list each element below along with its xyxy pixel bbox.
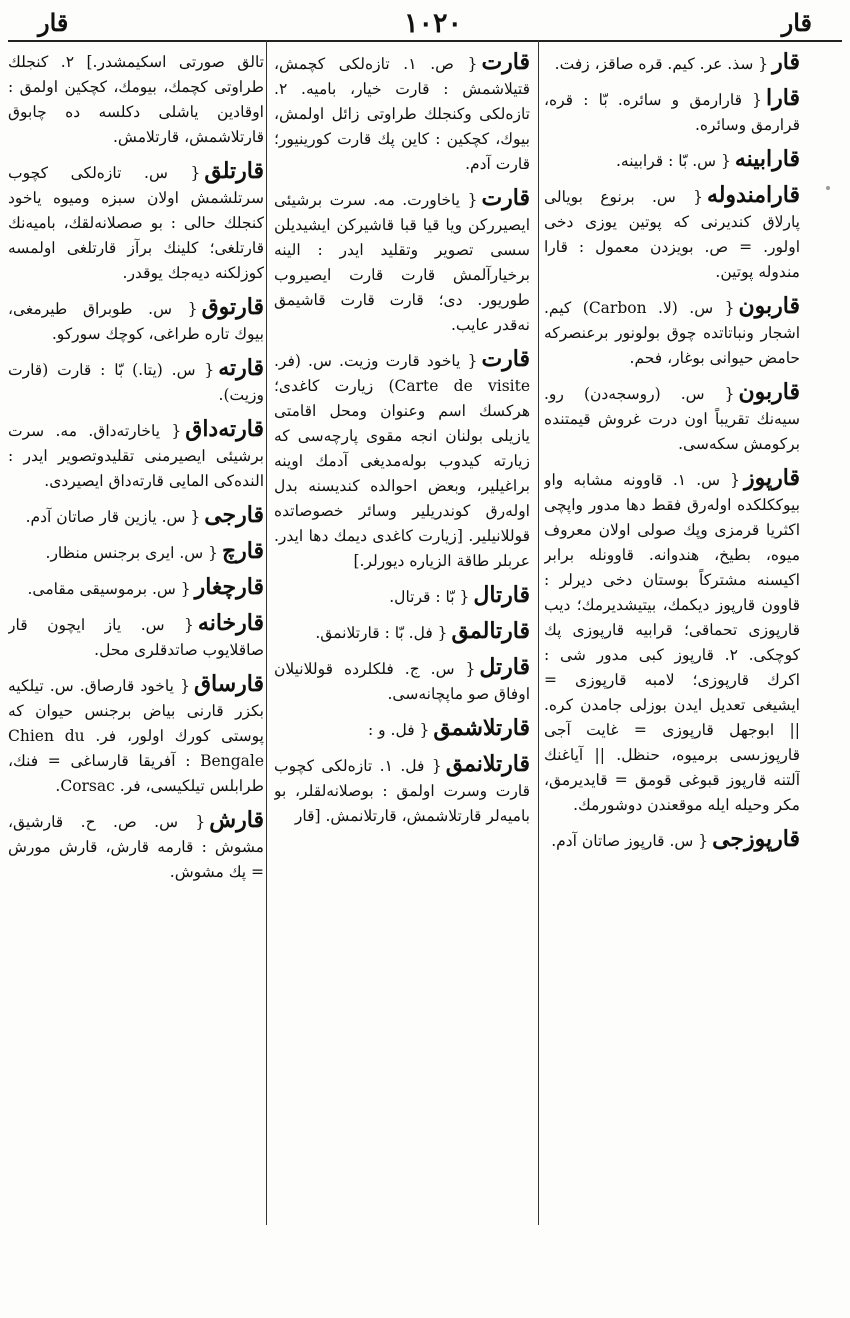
entry-headword: قارتلانمق [445,751,530,777]
entry-definition: { س. (يتا.) بّا : قارت (قارت وزيت). [8,361,264,404]
dictionary-entry [8,417,264,494]
entry-headword: قارتلق [204,158,264,184]
entry-headword: قارت [481,185,530,211]
entry-definition: { ياخارته‌داق. مه. سرت برشيئى ايصيرمنى تقليدوتصوير ايدر : الندەكى المايى قارته‌داق ايصيردى. [8,422,264,490]
header-right-guide: قار [781,8,812,37]
dictionary-entry [274,716,530,743]
entry-headword: قارساق [193,671,264,697]
entry-definition: { ص. ١. تازه‌لكى كچمش، قتيلاشمش : قارت خيار، باميه. ٢. تازه‌لكى وكنجلك طراوتى زائل اولمش، بيوك، كچكين : كاين پك قارت كورينيور؛ قارت آدم. [274,55,530,173]
entry-definition: { س. بّا : قرابينه. [615,152,731,170]
page-header [8,6,842,42]
dictionary-entry [8,50,264,150]
entry-definition: { س. (روسجه‌دن) رو. سيه‌نك تقريباً اون درت غروش قيمتنده بركومش سكه‌سى. [544,385,800,453]
dictionary-entry [8,503,264,530]
header-left-guide: قار [38,8,69,37]
page-number: ١٠٢٠ [403,8,462,39]
entry-headword: قارچغار [194,574,264,600]
dictionary-entry [544,50,800,77]
entry-definition: { س. طوبراق طيرمغى، بيوك تاره طراغى، كوچك سوركو. [8,300,264,343]
entry-definition: { س. (لا. Carbon) كيم. اشجار ونباتاتده چوق بولونور برعنصركه حامض حيوانى بوغار، فحم. [544,299,800,367]
dictionary-entry [274,186,530,338]
dictionary-entry [8,295,264,347]
dictionary-entry [544,86,800,138]
entry-definition: { ياخود قارصاق. س. تيلكيه بكزر قارنى بياض برجنس حيوان كه پوستى كورك اولور، فر. Chien du Bengale : آفريقا قارساغى = فنك، طرابلس تيلكيسى، فر. Corsac. [8,677,264,795]
column-divider-left [266,40,267,1225]
entry-definition: تالق صورتى اسكيمشدر.] ٢. كنجلك طراوتى كچمك، بيومك، كچكين اولمق : اوقادين ياشلى دكلسه ده چابوق قارتلاشمش، قارتلامش. [8,53,264,146]
entry-headword: قارته‌داق [185,416,264,442]
dictionary-entry [544,147,800,174]
entry-definition: { س. قارپوز صاتان آدم. [551,832,709,850]
entry-definition: { س. ١. قاوونه مشابه واو بيوككلكده اوله‌رق فقط دها مدور واپچى اكثريا قرمزى وپك صولى اولان معروف ميوه، بطيخ، هندوانه. قاوونله برابر اكيسنه مشتركاً بوستان دخى ديرلر : قاوون قارپوز ديكمك، بيتيشديرمك؛ ديب قارپوزى تحماقى؛ قرابيه قارپوزى پك كوچكى. ٢. قارپوز كبى مدور شى : اكرك قارپوزى؛ لامبه قارپوزى = ايشيغى تعديل ايدن بوزلى جامدن كره. || ابوجهل قارپوزى = غايت آجى قارپوزىسى برميوه، حنظل. || آياغنك آلتنه قارپوز قبوغى قومق = قايديرمق، مكر وحيله ايله موقعندن دوشورمك. [544,471,800,814]
column-middle [274,50,530,1230]
dictionary-entry [8,808,264,885]
entry-definition: { ياخاورت. مه. سرت برشيئى ايصيرركن ويا قيا قبا قاشيركن ايشيديلن سسى تصوير وتقليد ايدر : الينه برخيارآلمش قارت قارت ايصيروب طوريور. دى؛ قارت قارت قاشيمق نه‌قدر عايب. [274,191,530,334]
entry-headword: قارچ [221,538,264,564]
dictionary-entry [274,50,530,177]
entry-headword: قارتلاشمق [433,715,530,741]
entry-definition: { فل. بّا : قارتلانمق. [315,624,448,642]
entry-definition: { س. ياز ايچون قار صاقلايوب صاتدقلرى محل. [8,616,264,659]
entry-definition: { س. ص. ح. قارشيق، مشوش : قارمه قارش، قارش مورش = پك مشوش. [8,813,264,881]
dictionary-entry [8,356,264,408]
entry-headword: قارت [481,346,530,372]
entry-definition: { س. ايرى برجنس منظار. [45,544,218,562]
entry-definition: { س. برنوع بويالى پارلاق كنديرنى كه پوتين يوزى دخى اولور. = ص. بويزدن معمول : قارا مندوله پوتين. [544,188,800,281]
entry-headword: قارا [766,85,800,111]
entry-headword: قارخانه [197,610,264,636]
entry-headword: قارش [209,807,264,833]
entry-definition: { س. يازين قار صاتان آدم. [25,508,201,526]
dictionary-entry [274,752,530,829]
entry-definition: { فل. و : [367,721,430,739]
entry-definition: { ياخود قارت وزيت. س. (فر. Carte de visite) زيارت كاغدى؛ هركسك اسم وعنوان ومحل اقامتى يازيلى بولنان انجه مقوى پارچه‌سى كه زيارته كيدوب بوله‌مديغى آدمك اوينه براغيلير، وبعض احوالده كنديسنه بدل اوله‌رق كوندريلير وسائر خصوصاتده قوللانيلير. [زيارت كاغدى ديمك دها ايدر. عربلر طاقة الزياره ديورلر.] [274,352,530,570]
entry-headword: قارته [218,355,264,381]
column-right [544,50,800,1230]
dictionary-entry [544,827,800,854]
entry-headword: قاربون [738,379,800,405]
dictionary-entry [544,183,800,285]
entry-headword: قار [772,50,800,75]
entry-definition: { بّا : قرتال. [389,588,470,606]
dictionary-entry [8,575,264,602]
entry-definition: { سذ. عر. كيم. قره صاقز، زفت. [554,55,769,73]
column-divider-right [538,40,539,1225]
dictionary-entry [544,466,800,818]
dictionary-entry [544,294,800,371]
entry-headword: قاربون [738,293,800,319]
entry-definition: { فل. ١. تازه‌لكى كچوب قارت وسرت اولمق : بوصلانه‌لقلر، بو باميه‌لر قارتلاشمش، قارتلانمش. [قار [274,757,530,825]
margin-mark [826,186,830,190]
entry-definition: { س. ج. فلكلرده قوللانيلان اوفاق صو ماپچانه‌سى. [274,660,530,703]
entry-headword: قارامندوله [706,182,800,208]
dictionary-entry [274,583,530,610]
entry-definition: { س. برموسيقى مقامى. [27,580,191,598]
entry-headword: قارتالمق [451,618,530,644]
dictionary-entry [8,159,264,286]
column-left [8,50,264,1230]
entry-definition: { قارارمق و سائره. بّا : قره، قرارمق وسائره. [544,91,800,134]
dictionary-entry [8,611,264,663]
entry-headword: قارپوز [744,465,800,491]
entry-headword: قارتل [479,654,530,680]
dictionary-entry [274,655,530,707]
dictionary-entry [274,619,530,646]
dictionary-entry [8,539,264,566]
entry-headword: قارت [481,50,530,75]
entry-headword: قارپوزجى [712,826,800,852]
dictionary-entry [274,347,530,574]
dictionary-entry [544,380,800,457]
entry-definition: { س. تازه‌لكى كچوب سرتلشمش اولان سبزه وميوه ياخود كنجلك حالى : بو صصلانه‌لقك، باميه‌نك قارتلغى؛ كلينك برآز قارتلغى اولمسه كوزلكنه ديه‌جك يوقدر. [8,164,264,282]
entry-headword: قارابينه [734,146,800,172]
entry-headword: قارتوق [201,294,264,320]
entry-headword: قارتال [473,582,530,608]
entry-headword: قارجى [204,502,264,528]
dictionary-entry [8,672,264,799]
